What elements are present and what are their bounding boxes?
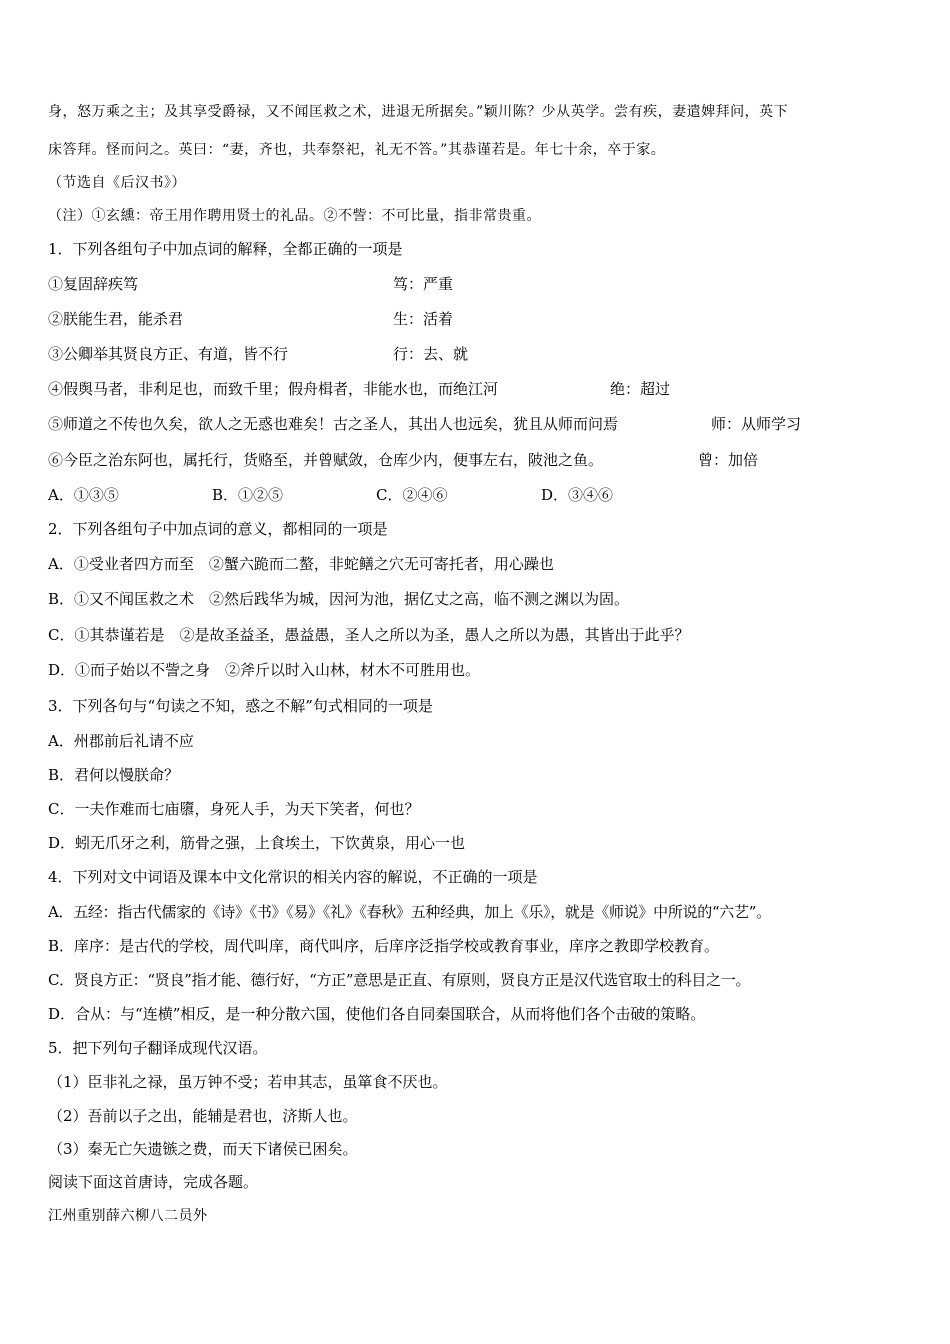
q1-item-gloss: 生：活着 [393, 310, 454, 328]
q3-option-a: A．州郡前后礼请不应 [48, 732, 194, 750]
passage-note: （注）①玄纁：帝王用作聘用贤士的礼品。②不訾：不可比量，指非常贵重。 [48, 208, 541, 224]
q5-stem: 5．把下列句子翻译成现代汉语。 [48, 1039, 268, 1057]
poem-intro: 阅读下面这首唐诗，完成各题。 [48, 1173, 259, 1191]
q1-option-b: B．①②⑤ [212, 486, 284, 504]
passage-source: （节选自《后汉书》） [48, 175, 186, 191]
q4-stem: 4．下列对文中词语及课本中文化常识的相关内容的解说，不正确的一项是 [48, 868, 538, 886]
q1-item-gloss: 师：从师学习 [711, 415, 802, 433]
q4-option-b: B．庠序：是古代的学校，周代叫庠，商代叫序，后庠序泛指学校或教育事业，庠序之教即学校教育。 [48, 937, 720, 955]
q1-option-d: D．③④⑥ [541, 486, 614, 504]
q1-option-a: A．①③⑤ [48, 486, 119, 504]
q3-option-c: C．一夫作难而七庙隳，身死人手，为天下笑者，何也？ [48, 800, 420, 818]
q1-item-sentence: ①复固辞疾笃 [48, 275, 139, 293]
q2-option-a: A．①受业者四方而至 ②蟹六跪而二螯，非蛇鳝之穴无可寄托者，用心躁也 [48, 555, 554, 573]
q1-stem: 1．下列各组句子中加点词的解释，全都正确的一项是 [48, 240, 403, 258]
q2-option-c: C．①其恭谨若是 ②是故圣益圣，愚益愚，圣人之所以为圣，愚人之所以为愚，其皆出于此乎？ [48, 626, 690, 644]
q1-item-sentence: ⑤师道之不传也久矣，欲人之无惑也难矣！古之圣人，其出人也远矣，犹且从师而问焉 [48, 415, 619, 433]
q4-option-d: D．合从：与“连横”相反，是一种分散六国，使他们各自同秦国联合，从而将他们各个击破的策略。 [48, 1005, 706, 1023]
q2-option-b: B．①又不闻匡救之术 ②然后践华为城，因河为池，据亿丈之高，临不测之渊以为固。 [48, 590, 630, 608]
q3-option-b: B．君何以慢朕命？ [48, 766, 180, 784]
q1-item-gloss: 绝：超过 [610, 380, 671, 398]
q2-stem: 2．下列各组句子中加点词的意义，都相同的一项是 [48, 520, 388, 538]
passage-line-2: 床答拜。怪而问之。英曰：“妻，齐也，共奉祭祀，礼无不答。”其恭谨若是。年七十余，卒于家。 [48, 142, 666, 158]
q1-item-sentence: ②朕能生君，能杀君 [48, 310, 184, 328]
q3-option-d: D．蚓无爪牙之利，筋骨之强，上食埃土，下饮黄泉，用心一也 [48, 834, 466, 852]
q4-option-a: A．五经：指古代儒家的《诗》《书》《易》《礼》《春秋》五种经典，加上《乐》，就是《师说》中所说的“六艺”。 [48, 903, 771, 921]
q1-option-c: C．②④⑥ [376, 486, 448, 504]
q1-item-sentence: ③公卿举其贤良方正、有道，皆不行 [48, 345, 289, 363]
q4-option-c: C．贤良方正：“贤良”指才能、德行好，“方正”意思是正直、有原则，贤良方正是汉代选官取士的科目之一。 [48, 971, 751, 989]
q5-item: （3）秦无亡矢遗镞之费，而天下诸侯已困矣。 [48, 1140, 358, 1158]
q3-stem: 3．下列各句与“句读之不知，惑之不解”句式相同的一项是 [48, 697, 433, 715]
poem-title: 江州重别薛六柳八二员外 [48, 1208, 208, 1224]
q2-option-d: D．①而子始以不訾之身 ②斧斤以时入山林，材木不可胜用也。 [48, 661, 481, 679]
q5-item: （2）吾前以子之出，能辅是君也，济斯人也。 [48, 1107, 358, 1125]
q5-item: （1）臣非礼之禄，虽万钟不受；若申其志，虽箪食不厌也。 [48, 1073, 448, 1091]
q1-item-gloss: 行：去、就 [393, 345, 469, 363]
q1-item-gloss: 笃：严重 [393, 275, 454, 293]
q1-item-gloss: 曾：加倍 [698, 451, 759, 469]
q1-item-sentence: ⑥今臣之治东阿也，属托行，货赂至，并曾赋敛，仓库少内，便事左右，陂池之鱼。 [48, 451, 604, 469]
passage-line-1: 身，怒万乘之主；及其享受爵禄，又不闻匡救之术，进退无所据矣。”颖川陈？少从英学。尝有疾，妻遣婢拜问，英下 [48, 104, 789, 120]
q1-item-sentence: ④假舆马者，非利足也，而致千里；假舟楫者，非能水也，而绝江河 [48, 380, 499, 398]
